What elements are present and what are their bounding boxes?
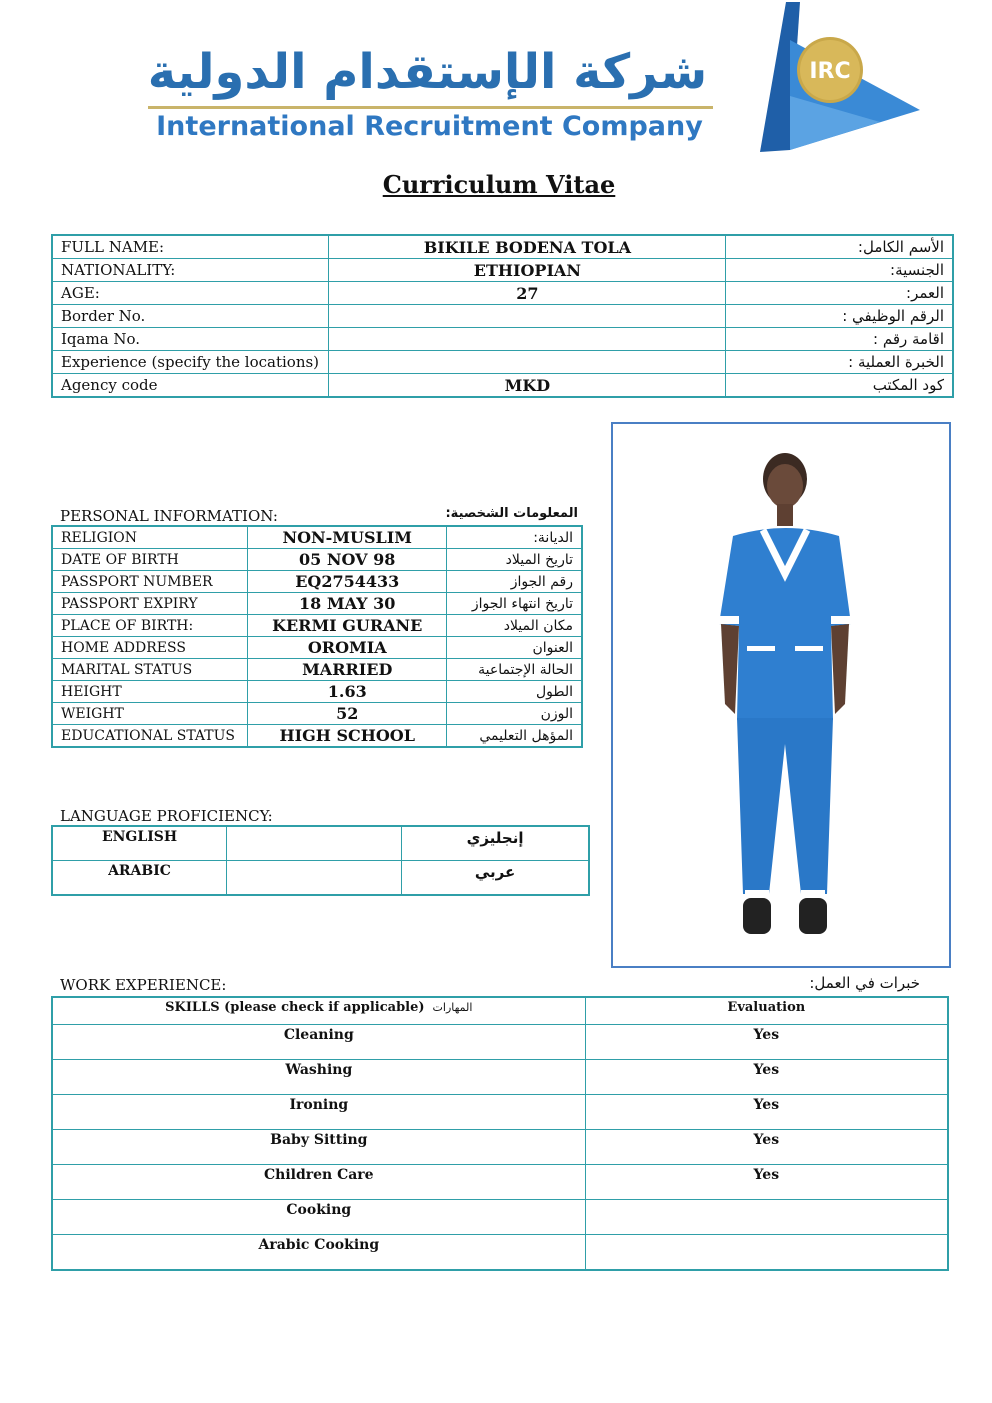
skill-name: Cleaning: [52, 1025, 585, 1060]
personal-row: [52, 549, 582, 571]
basic-info-table: [51, 234, 954, 398]
info-row: [52, 305, 953, 328]
skill-name: Arabic Cooking: [52, 1235, 585, 1271]
personal-label-arabic: العنوان: [447, 637, 582, 659]
personal-value: 1.63: [248, 681, 447, 703]
personal-label: PASSPORT NUMBER: [52, 571, 248, 593]
personal-label-arabic: الوزن: [447, 703, 582, 725]
language-level: [227, 826, 402, 861]
skill-name: Cooking: [52, 1200, 585, 1235]
info-value: MKD: [329, 374, 726, 398]
personal-label: RELIGION: [52, 526, 248, 549]
info-label-arabic: اقامة رقم :: [726, 328, 953, 351]
personal-value: 05 NOV 98: [248, 549, 447, 571]
personal-row: [52, 526, 582, 549]
personal-info-heading-arabic: المعلومات الشخصية:: [445, 506, 578, 521]
skill-name: Children Care: [52, 1165, 585, 1200]
skills-header: SKILLS (please check if applicable) المهارات: [52, 997, 585, 1025]
personal-value: 18 MAY 30: [248, 593, 447, 615]
info-label-arabic: الخبرة العملية :: [726, 351, 953, 374]
personal-row: [52, 681, 582, 703]
person-photo-icon: [613, 424, 949, 966]
personal-row: [52, 703, 582, 725]
skill-name: Washing: [52, 1060, 585, 1095]
skill-evaluation: [585, 1200, 948, 1235]
info-label: Iqama No.: [52, 328, 329, 351]
personal-row: [52, 637, 582, 659]
skill-row: [52, 1130, 948, 1165]
info-row: [52, 328, 953, 351]
language-name: ENGLISH: [52, 826, 227, 861]
personal-value: KERMI GURANE: [248, 615, 447, 637]
skill-evaluation: Yes: [585, 1025, 948, 1060]
info-label: NATIONALITY:: [52, 259, 329, 282]
info-value: ETHIOPIAN: [329, 259, 726, 282]
skill-row: [52, 1165, 948, 1200]
skill-row: [52, 1025, 948, 1060]
language-name-arabic: إنجليزي: [402, 826, 589, 861]
personal-label: DATE OF BIRTH: [52, 549, 248, 571]
personal-label-arabic: المؤهل التعليمي: [447, 725, 582, 748]
personal-row: [52, 615, 582, 637]
page-title: Curriculum Vitae: [382, 170, 616, 199]
skill-row: [52, 1095, 948, 1130]
personal-label: HOME ADDRESS: [52, 637, 248, 659]
personal-label: PASSPORT EXPIRY: [52, 593, 248, 615]
language-table: [51, 825, 590, 896]
info-label: Agency code: [52, 374, 329, 398]
personal-label-arabic: الديانة:: [447, 526, 582, 549]
info-label-arabic: العمر:: [726, 282, 953, 305]
skill-evaluation: Yes: [585, 1095, 948, 1130]
skills-table: [51, 996, 949, 1271]
personal-value: EQ2754433: [248, 571, 447, 593]
info-value: 27: [329, 282, 726, 305]
info-value: BIKILE BODENA TOLA: [329, 235, 726, 259]
skills-header-row: [52, 997, 948, 1025]
info-row: [52, 259, 953, 282]
personal-label: EDUCATIONAL STATUS: [52, 725, 248, 748]
language-name-arabic: عربي: [402, 861, 589, 896]
language-name: ARABIC: [52, 861, 227, 896]
logo-badge-text: IRC: [809, 59, 851, 84]
skill-row: [52, 1060, 948, 1095]
personal-info-table: [51, 525, 583, 748]
info-label: FULL NAME:: [52, 235, 329, 259]
info-label: AGE:: [52, 282, 329, 305]
work-experience-heading: WORK EXPERIENCE:: [60, 976, 227, 994]
company-name-arabic: شركة الإستقدام الدولية: [147, 44, 708, 100]
personal-value: OROMIA: [248, 637, 447, 659]
skill-name: Baby Sitting: [52, 1130, 585, 1165]
language-row: [52, 826, 589, 861]
personal-label-arabic: الحالة الإجتماعية: [447, 659, 582, 681]
personal-label-arabic: الطول: [447, 681, 582, 703]
evaluation-header: Evaluation: [585, 997, 948, 1025]
personal-value: 52: [248, 703, 447, 725]
info-label-arabic: الأسم الكامل:: [726, 235, 953, 259]
personal-label: MARITAL STATUS: [52, 659, 248, 681]
skill-name: Ironing: [52, 1095, 585, 1130]
info-row: [52, 235, 953, 259]
company-logo-icon: [730, 0, 930, 160]
company-name-english: International Recruitment Company: [156, 111, 703, 142]
personal-row: [52, 659, 582, 681]
personal-row: [52, 571, 582, 593]
personal-label: HEIGHT: [52, 681, 248, 703]
info-label: Border No.: [52, 305, 329, 328]
personal-label-arabic: رقم الجواز: [447, 571, 582, 593]
personal-label-arabic: تاريخ الميلاد: [447, 549, 582, 571]
info-row: [52, 282, 953, 305]
candidate-photo: [611, 422, 951, 968]
personal-value: NON-MUSLIM: [248, 526, 447, 549]
language-level: [227, 861, 402, 896]
skills-header-arabic: المهارات: [432, 1001, 473, 1014]
info-label-arabic: كود المكتب: [726, 374, 953, 398]
personal-value: MARRIED: [248, 659, 447, 681]
personal-value: HIGH SCHOOL: [248, 725, 447, 748]
info-value: [329, 305, 726, 328]
work-experience-heading-arabic: خبرات في العمل:: [809, 974, 920, 992]
personal-label-arabic: مكان الميلاد: [447, 615, 582, 637]
skill-row: [52, 1235, 948, 1271]
info-label: Experience (specify the locations): [52, 351, 329, 374]
skill-evaluation: [585, 1235, 948, 1271]
info-row: [52, 374, 953, 398]
info-label-arabic: الرقم الوظيفي :: [726, 305, 953, 328]
skill-evaluation: Yes: [585, 1060, 948, 1095]
info-row: [52, 351, 953, 374]
skill-evaluation: Yes: [585, 1130, 948, 1165]
skill-evaluation: Yes: [585, 1165, 948, 1200]
personal-label: WEIGHT: [52, 703, 248, 725]
personal-label: PLACE OF BIRTH:: [52, 615, 248, 637]
personal-info-heading: PERSONAL INFORMATION:: [60, 507, 278, 525]
info-value: [329, 328, 726, 351]
language-heading: LANGUAGE PROFICIENCY:: [60, 807, 273, 825]
personal-label-arabic: تاريخ انتهاء الجواز: [447, 593, 582, 615]
skill-row: [52, 1200, 948, 1235]
info-value: [329, 351, 726, 374]
language-row: [52, 861, 589, 896]
personal-row: [52, 725, 582, 748]
personal-row: [52, 593, 582, 615]
info-label-arabic: الجنسية:: [726, 259, 953, 282]
